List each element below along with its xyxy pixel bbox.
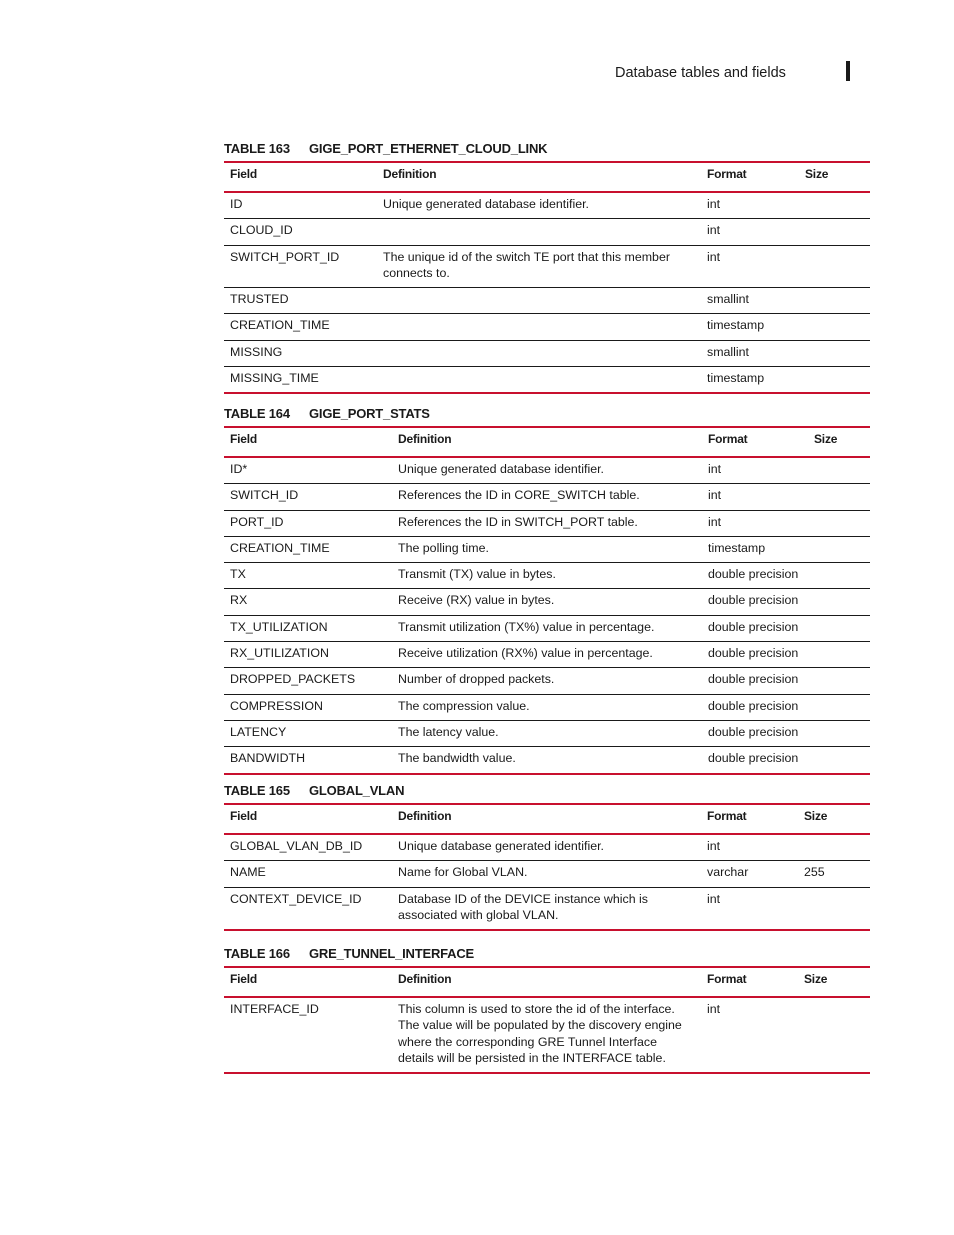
cell-field: INTERFACE_ID — [230, 1002, 319, 1016]
table-row — [224, 536, 870, 562]
cell-field: CONTEXT_DEVICE_ID — [230, 891, 362, 906]
cell-format: double precision — [708, 672, 799, 687]
cell-field: TX_UTILIZATION — [230, 619, 328, 634]
table-row — [224, 367, 870, 394]
cell-field: RX_UTILIZATION — [230, 646, 329, 661]
table-row — [224, 219, 870, 245]
data-table — [224, 966, 870, 1074]
cell-field: PORT_ID — [230, 514, 284, 529]
cell-definition: The polling time. — [398, 540, 489, 555]
cell-format: int — [708, 488, 722, 503]
table-row — [224, 288, 870, 314]
table-row — [224, 834, 870, 861]
cell-definition — [377, 314, 701, 340]
cell-definition: Number of dropped packets. — [398, 672, 555, 687]
cell-field: SWITCH_ID — [230, 488, 299, 503]
cell-format: int — [707, 839, 721, 853]
cell-field: LATENCY — [230, 724, 287, 739]
cell-format: smallint — [707, 344, 749, 359]
cell-definition — [377, 219, 701, 245]
cell-field: RX — [230, 593, 248, 608]
column-header-definition: Definition — [398, 972, 452, 986]
column-header-field: Field — [230, 167, 258, 181]
header-rule-mark — [846, 61, 850, 81]
cell-field: MISSING_TIME — [230, 371, 319, 386]
table-caption — [224, 940, 870, 966]
cell-size — [798, 834, 870, 861]
column-header-format: Format — [707, 972, 747, 986]
cell-format: smallint — [707, 292, 749, 307]
column-header-field: Field — [230, 809, 258, 823]
cell-size — [808, 589, 870, 615]
cell-size — [799, 245, 870, 288]
cell-format: int — [707, 249, 721, 264]
column-header-format: Format — [708, 432, 748, 446]
data-table — [224, 426, 870, 775]
cell-field: NAME — [230, 865, 266, 880]
table-number: TABLE 165 — [224, 783, 290, 798]
cell-field: GLOBAL_VLAN_DB_ID — [230, 839, 363, 853]
cell-size — [808, 615, 870, 641]
cell-field: SWITCH_PORT_ID — [230, 249, 340, 264]
cell-format: timestamp — [708, 540, 766, 555]
table-number: TABLE 166 — [224, 946, 290, 961]
data-table — [224, 161, 870, 394]
data-table — [224, 803, 870, 931]
cell-size — [798, 887, 870, 930]
cell-definition: References the ID in SWITCH_PORT table. — [398, 514, 638, 529]
column-header-format: Format — [707, 167, 747, 181]
cell-size — [808, 484, 870, 510]
cell-definition: Database ID of the DEVICE instance which is associated with global VLAN. — [398, 891, 648, 922]
cell-definition: This column is used to store the id of the interface. The value will be populated by the discovery engine where the corresponding GRE Tunnel Interface details will be persisted in the INTERFACE table. — [398, 1002, 682, 1065]
table-row — [224, 887, 870, 930]
cell-field: COMPRESSION — [230, 698, 323, 713]
table-row — [224, 457, 870, 484]
cell-format: double precision — [708, 724, 799, 739]
cell-field: TX — [230, 567, 246, 582]
column-header-field: Field — [230, 432, 258, 446]
table-row — [224, 340, 870, 366]
cell-definition — [377, 340, 701, 366]
cell-format: int — [708, 514, 722, 529]
cell-size — [799, 367, 870, 394]
cell-size — [798, 997, 870, 1073]
cell-size — [799, 288, 870, 314]
cell-size — [808, 694, 870, 720]
cell-field: MISSING — [230, 344, 283, 359]
cell-format: double precision — [708, 619, 799, 634]
cell-format: double precision — [708, 698, 799, 713]
cell-size — [799, 314, 870, 340]
column-header-size: Size — [804, 972, 828, 986]
table-row — [224, 861, 870, 887]
table-caption — [224, 777, 870, 803]
cell-size — [808, 563, 870, 589]
cell-format: int — [708, 462, 722, 476]
cell-format: int — [707, 223, 721, 238]
column-header-definition: Definition — [383, 167, 437, 181]
cell-field: DROPPED_PACKETS — [230, 672, 356, 687]
cell-size: 255 — [804, 865, 825, 880]
cell-format: int — [707, 891, 721, 906]
cell-definition: Transmit (TX) value in bytes. — [398, 567, 556, 582]
table-row — [224, 747, 870, 774]
cell-format: timestamp — [707, 371, 765, 386]
table-number: TABLE 163 — [224, 141, 290, 156]
table-name: GIGE_PORT_STATS — [309, 406, 430, 421]
table-row — [224, 642, 870, 668]
table-block-166 — [224, 940, 870, 1074]
cell-definition: The compression value. — [398, 698, 530, 713]
cell-size — [799, 219, 870, 245]
table-header-row — [224, 804, 870, 834]
table-row — [224, 192, 870, 219]
cell-definition: The unique id of the switch TE port that this member connects to. — [383, 249, 670, 280]
table-block-163 — [224, 135, 870, 394]
cell-format: double precision — [708, 751, 799, 766]
table-header-row — [224, 427, 870, 457]
cell-size — [799, 192, 870, 219]
cell-field: CREATION_TIME — [230, 318, 330, 333]
table-row — [224, 615, 870, 641]
table-block-164 — [224, 400, 870, 775]
cell-size — [808, 510, 870, 536]
table-caption — [224, 400, 870, 426]
table-header-row — [224, 967, 870, 997]
table-row — [224, 997, 870, 1073]
table-block-165 — [224, 777, 870, 931]
cell-definition: The latency value. — [398, 724, 499, 739]
cell-size — [808, 457, 870, 484]
cell-field: ID* — [230, 462, 248, 476]
cell-format: double precision — [708, 646, 799, 661]
column-header-size: Size — [804, 809, 828, 823]
table-row — [224, 484, 870, 510]
cell-definition — [377, 288, 701, 314]
cell-format: double precision — [708, 593, 799, 608]
column-header-format: Format — [707, 809, 747, 823]
cell-definition: References the ID in CORE_SWITCH table. — [398, 488, 640, 503]
cell-definition: Name for Global VLAN. — [398, 865, 528, 880]
cell-definition: Receive utilization (RX%) value in percentage. — [398, 646, 653, 661]
table-row — [224, 668, 870, 694]
table-caption — [224, 135, 870, 161]
cell-field: ID — [230, 197, 243, 211]
cell-definition: Receive (RX) value in bytes. — [398, 593, 555, 608]
running-header: Database tables and fields — [615, 65, 786, 81]
cell-size — [808, 536, 870, 562]
cell-format: int — [707, 197, 721, 211]
cell-field: TRUSTED — [230, 292, 289, 307]
cell-format: timestamp — [707, 318, 765, 333]
table-number: TABLE 164 — [224, 406, 290, 421]
cell-format: double precision — [708, 567, 799, 582]
cell-field: BANDWIDTH — [230, 751, 306, 766]
cell-size — [808, 747, 870, 774]
column-header-size: Size — [805, 167, 829, 181]
cell-size — [808, 668, 870, 694]
table-row — [224, 245, 870, 288]
table-row — [224, 510, 870, 536]
cell-field: CREATION_TIME — [230, 540, 330, 555]
cell-size — [808, 642, 870, 668]
column-header-field: Field — [230, 972, 258, 986]
table-row — [224, 589, 870, 615]
cell-format: varchar — [707, 865, 749, 880]
table-row — [224, 563, 870, 589]
column-header-definition: Definition — [398, 432, 452, 446]
table-row — [224, 694, 870, 720]
cell-definition: Transmit utilization (TX%) value in percentage. — [398, 619, 655, 634]
cell-definition — [377, 367, 701, 394]
cell-definition: Unique generated database identifier. — [398, 462, 604, 476]
table-name: GIGE_PORT_ETHERNET_CLOUD_LINK — [309, 141, 548, 156]
column-header-definition: Definition — [398, 809, 452, 823]
table-row — [224, 314, 870, 340]
cell-definition: The bandwidth value. — [398, 751, 516, 766]
cell-field: CLOUD_ID — [230, 223, 293, 238]
table-name: GLOBAL_VLAN — [309, 783, 405, 798]
table-name: GRE_TUNNEL_INTERFACE — [309, 946, 475, 961]
cell-format: int — [707, 1002, 721, 1016]
cell-definition: Unique generated database identifier. — [383, 197, 589, 211]
table-row — [224, 720, 870, 746]
column-header-size: Size — [814, 432, 838, 446]
table-header-row — [224, 162, 870, 192]
cell-definition: Unique database generated identifier. — [398, 839, 604, 853]
cell-size — [799, 340, 870, 366]
cell-size — [808, 720, 870, 746]
